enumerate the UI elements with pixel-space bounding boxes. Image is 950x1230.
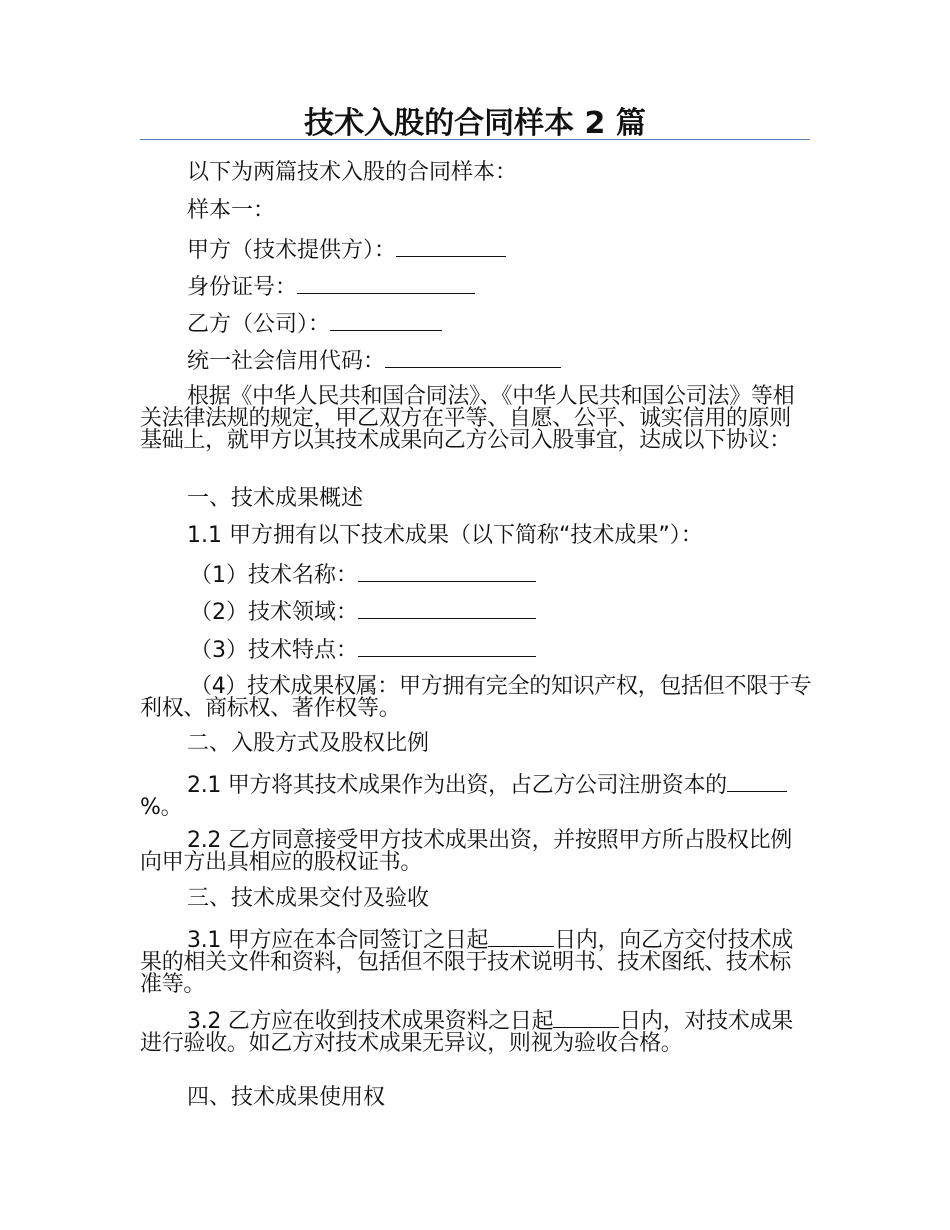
item-ownership: （4）技术成果权属：甲方拥有完全的知识产权，包括但不限于专利权、商标权、著作权等。 (140, 674, 812, 721)
item-tech-name (190, 561, 536, 589)
party-b-blank (330, 310, 442, 331)
party-b-field (187, 310, 442, 338)
item-tech-feature-blank (358, 636, 536, 657)
credit-code-field (187, 347, 561, 375)
acceptance-days-blank (553, 1007, 619, 1028)
clause-2-1 (140, 771, 812, 819)
id-number-label: 身份证号： (187, 275, 298, 300)
clause-3-2-rest: 日内，对技术成果进行验收。如乙方对技术成果无异议，则视为验收合格。 (140, 1009, 793, 1056)
clause-3-2-text: 3.2 乙方应在收到技术成果资料之日起 (187, 1009, 554, 1034)
party-a-field (187, 236, 506, 264)
credit-code-label: 统一社会信用代码： (187, 349, 386, 374)
title-underline (140, 139, 810, 140)
party-b-label: 乙方（公司）： (187, 312, 331, 337)
id-number-blank (297, 273, 475, 294)
sample-heading: 样本一： (187, 198, 276, 223)
item-tech-field-label: （2）技术领域： (190, 600, 358, 625)
item-tech-name-blank (358, 561, 536, 582)
delivery-days-blank (488, 926, 554, 947)
clause-3-2 (140, 1007, 812, 1055)
id-number-field (187, 273, 475, 301)
equity-ratio-blank (727, 771, 787, 792)
section-4-heading: 四、技术成果使用权 (187, 1085, 386, 1110)
clause-2-1-suffix: %。 (140, 795, 183, 820)
section-2-heading: 二、入股方式及股权比例 (187, 731, 430, 756)
item-tech-field-blank (358, 598, 536, 619)
clause-2-1-text: 2.1 甲方将其技术成果作为出资，占乙方公司注册资本的 (187, 773, 727, 798)
clause-3-1-text: 3.1 甲方应在本合同签订之日起 (187, 928, 489, 953)
clause-1-1: 1.1 甲方拥有以下技术成果（以下简称“技术成果”）： (187, 523, 703, 548)
section-1-heading: 一、技术成果概述 (187, 486, 364, 511)
party-a-label: 甲方（技术提供方）： (187, 238, 397, 263)
clause-3-1 (140, 926, 812, 996)
party-a-blank (396, 236, 506, 257)
credit-code-blank (385, 347, 561, 368)
item-tech-feature (190, 636, 536, 664)
item-tech-field (190, 598, 536, 626)
intro-line: 以下为两篇技术入股的合同样本： (187, 160, 518, 185)
clause-3-1-rest: 日内，向乙方交付技术成果的相关文件和资料，包括但不限于技术说明书、技术图纸、技术标准等。 (140, 928, 793, 997)
section-3-heading: 三、技术成果交付及验收 (187, 886, 430, 911)
basis-paragraph: 根据《中华人民共和国合同法》、《中华人民共和国公司法》等相关法律法规的规定，甲乙双方在平等、自愿、公平、诚实信用的原则基础上，就甲方以其技术成果向乙方公司入股事宜，达成以下协议： (140, 384, 795, 453)
item-tech-feature-label: （3）技术特点： (190, 638, 358, 663)
document-title: 技术入股的合同样本 2 篇 (304, 106, 646, 141)
clause-2-2: 2.2 乙方同意接受甲方技术成果出资，并按照甲方所占股权比例向甲方出具相应的股权证书。 (140, 828, 792, 875)
item-tech-name-label: （1）技术名称： (190, 563, 358, 588)
